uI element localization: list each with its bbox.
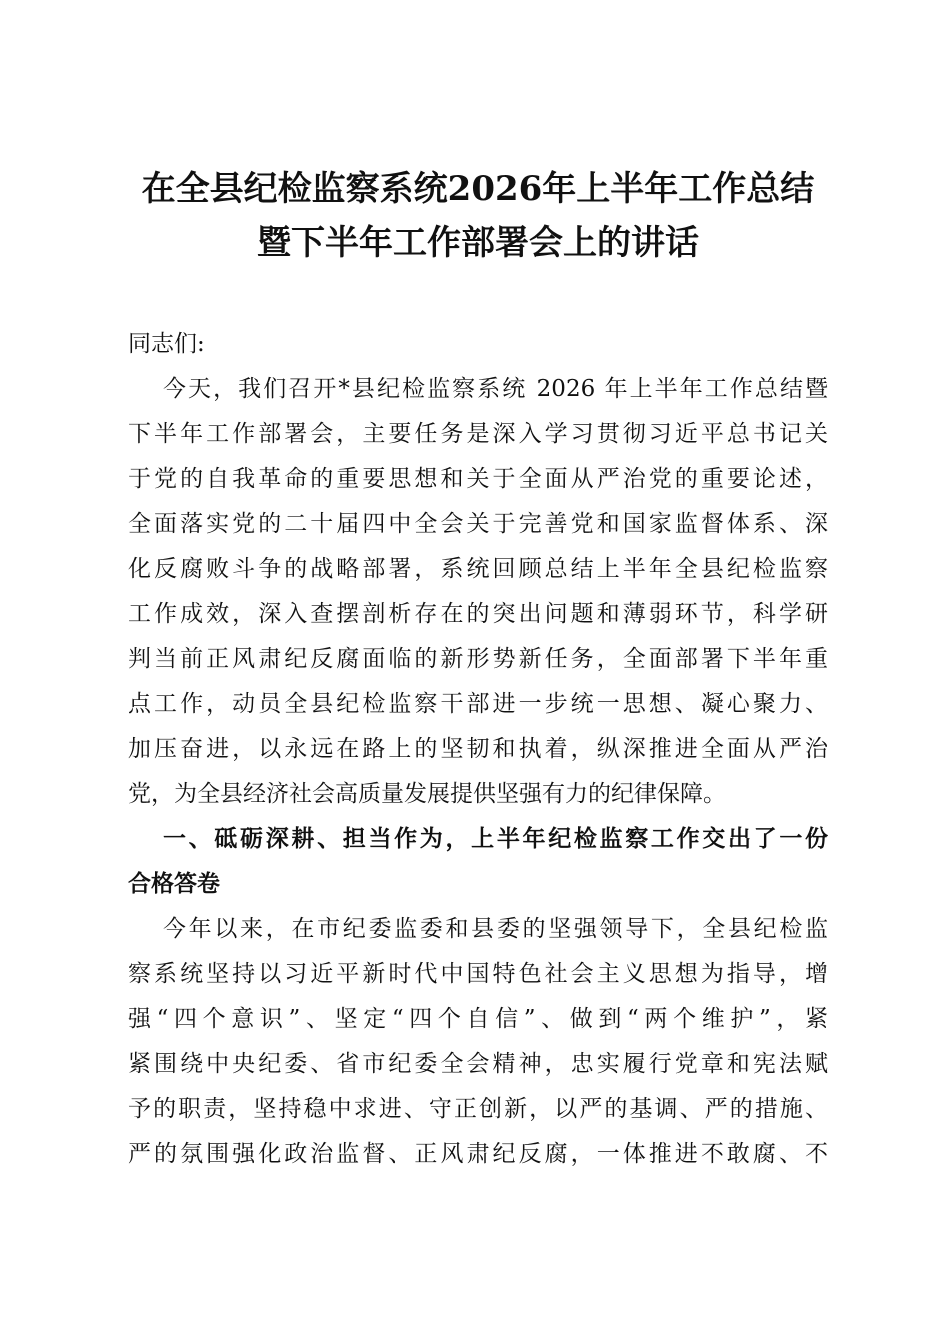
paragraph-line: 严的氛围强化政治监督、正风肃纪反腐，一体推进不敢腐、不 [128, 1141, 828, 1167]
heading-line: 合格答卷 [128, 871, 220, 897]
paragraph-line: 判当前正风肃纪反腐面临的新形势新任务，全面部署下半年重 [128, 646, 828, 672]
paragraph-1 [128, 367, 828, 817]
document-title [128, 162, 828, 270]
paragraph-2 [128, 907, 828, 1177]
paragraph-line: 于党的自我革命的重要思想和关于全面从严治党的重要论述， [128, 466, 828, 492]
paragraph-line: 党，为全县经济社会高质量发展提供坚强有力的纪律保障。 [128, 781, 726, 807]
paragraph-line: 点工作，动员全县纪检监察干部进一步统一思想、凝心聚力、 [128, 691, 828, 717]
paragraph-line: 察系统坚持以习近平新时代中国特色社会主义思想为指导，增 [128, 961, 828, 987]
heading-line: 一、砥砺深耕、担当作为，上半年纪检监察工作交出了一份 [163, 826, 828, 852]
salutation: 同志们: [128, 331, 205, 357]
paragraph-line: 强“四个意识”、坚定“四个自信”、做到“两个维护”，紧 [128, 1006, 828, 1032]
paragraph-line: 全面落实党的二十届四中全会关于完善党和国家监督体系、深 [128, 511, 828, 537]
paragraph-line: 化反腐败斗争的战略部署，系统回顾总结上半年全县纪检监察 [128, 556, 828, 582]
document-body [128, 322, 828, 1177]
paragraph-line: 工作成效，深入查摆剖析存在的突出问题和薄弱环节，科学研 [128, 601, 828, 627]
paragraph-line: 今天，我们召开*县纪检监察系统 2026 年上半年工作总结暨 [163, 376, 828, 402]
section-heading-1 [128, 817, 828, 907]
paragraph-line: 予的职责，坚持稳中求进、守正创新，以严的基调、严的措施、 [128, 1096, 828, 1122]
title-line-2: 暨下半年工作部署会上的讲话 [257, 223, 699, 263]
paragraph-line: 今年以来，在市纪委监委和县委的坚强领导下，全县纪检监 [163, 916, 828, 942]
paragraph-line: 紧围绕中央纪委、省市纪委全会精神，忠实履行党章和宪法赋 [128, 1051, 828, 1077]
title-line-1: 在全县纪检监察系统2026年上半年工作总结 [141, 169, 815, 209]
paragraph-line: 下半年工作部署会，主要任务是深入学习贯彻习近平总书记关 [128, 421, 828, 447]
paragraph-line: 加压奋进，以永远在路上的坚韧和执着，纵深推进全面从严治 [128, 736, 828, 762]
